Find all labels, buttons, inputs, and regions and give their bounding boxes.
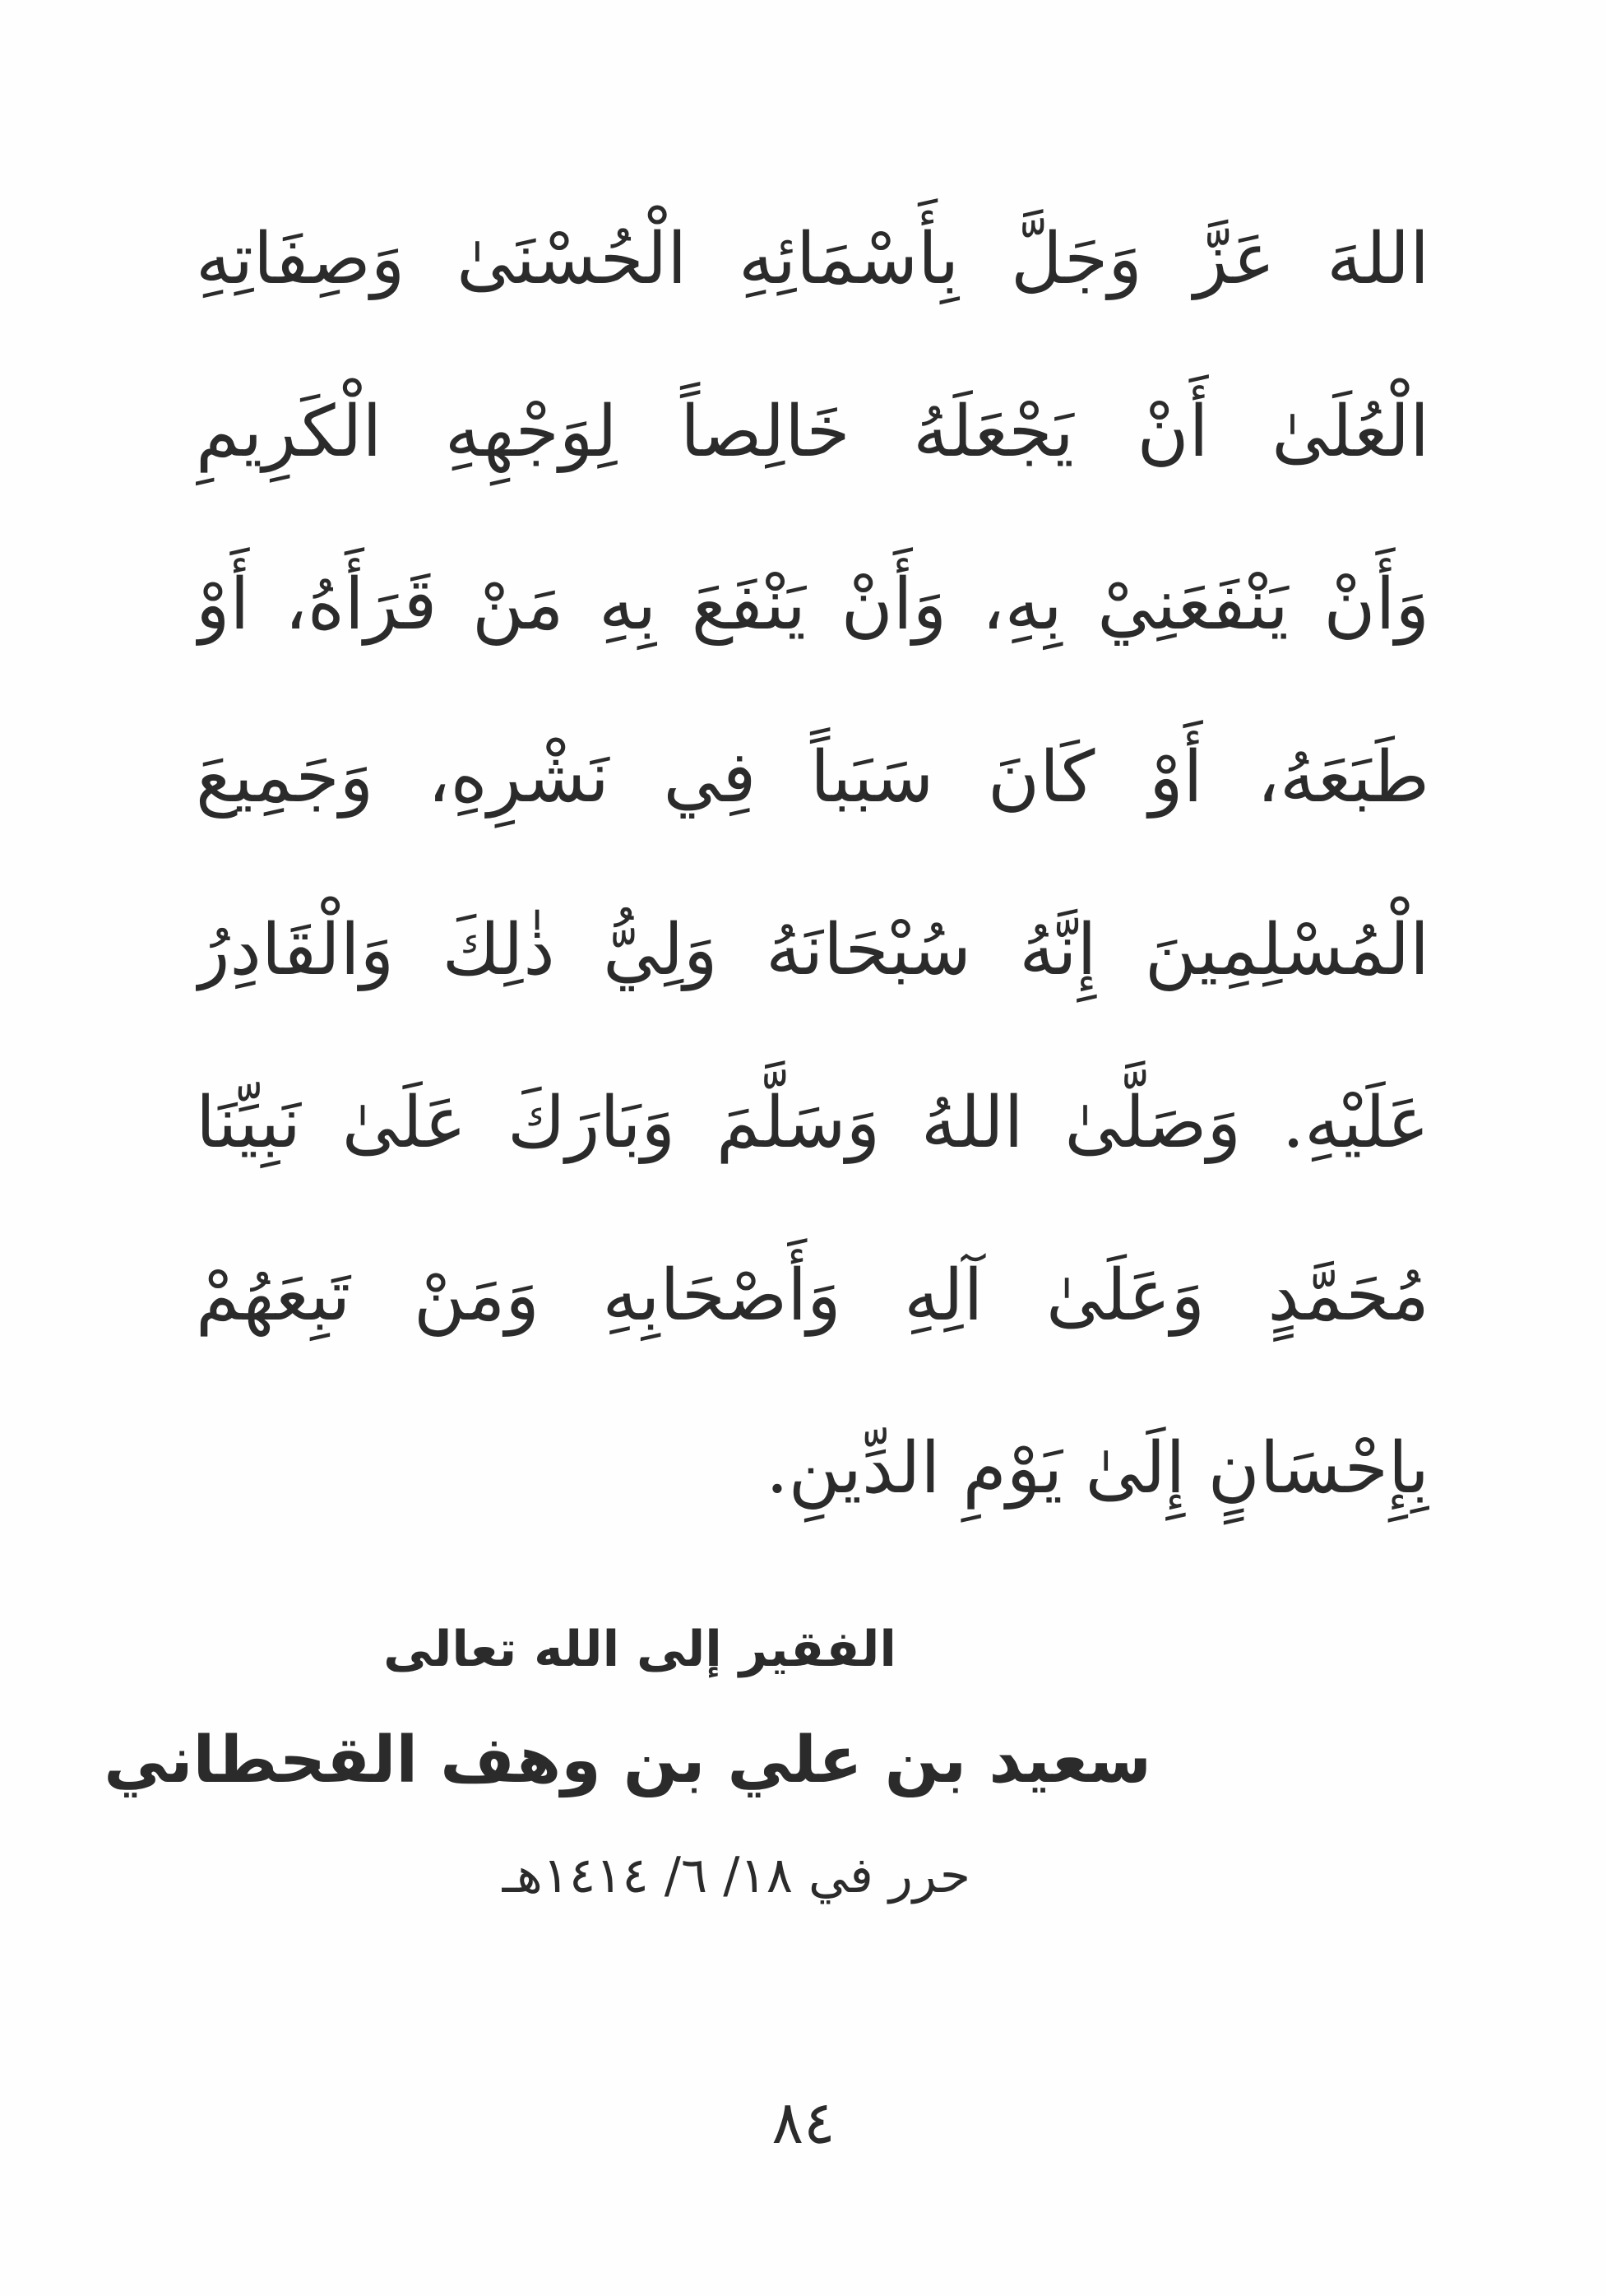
text-line: اللهَ عَزَّ وَجَلَّ بِأَسْمَائِهِ الْحُسْنَىٰ وَصِفَاتِهِ <box>196 218 1429 300</box>
text-line: طَبَعَهُ، أَوْ كَانَ سَبَباً فِي نَشْرِهِ، وَجَمِيعَ <box>196 736 1429 819</box>
text-line: مُحَمَّدٍ وَعَلَىٰ آلِهِ وَأَصْحَابِهِ وَمَنْ تَبِعَهُمْ <box>196 1255 1429 1337</box>
text-line: وَأَنْ يَنْفَعَنِيْ بِهِ، وَأَنْ يَنْفَعَ بِهِ مَنْ قَرَأَهُ، أَوْ <box>196 564 1429 646</box>
text-line: بِإِحْسَانٍ إِلَىٰ يَوْمِ الدِّينِ. <box>766 1427 1429 1510</box>
text-line: عَلَيْهِ. وَصَلَّىٰ اللهُ وَسَلَّمَ وَبَارَكَ عَلَىٰ نَبِيِّنَا <box>196 1082 1429 1164</box>
written-date: حرر في ١٨/ ٦/ ١٤١٤هـ <box>502 1847 970 1904</box>
page-number: ٨٤ <box>771 2088 836 2157</box>
text-line: الْعُلَىٰ أَنْ يَجْعَلَهُ خَالِصاً لِوَجْهِهِ الْكَرِيمِ <box>196 391 1429 473</box>
author-name: سعيد بن علي بن وهف القحطاني <box>104 1723 1151 1797</box>
body-paragraph <box>196 173 1429 1555</box>
signature-title: الفقير إلى الله تعالى <box>383 1621 896 1678</box>
text-line: الْمُسْلِمِينَ إِنَّهُ سُبْحَانَهُ وَلِيُّ ذٰلِكَ وَالْقَادِرُ <box>196 909 1429 991</box>
